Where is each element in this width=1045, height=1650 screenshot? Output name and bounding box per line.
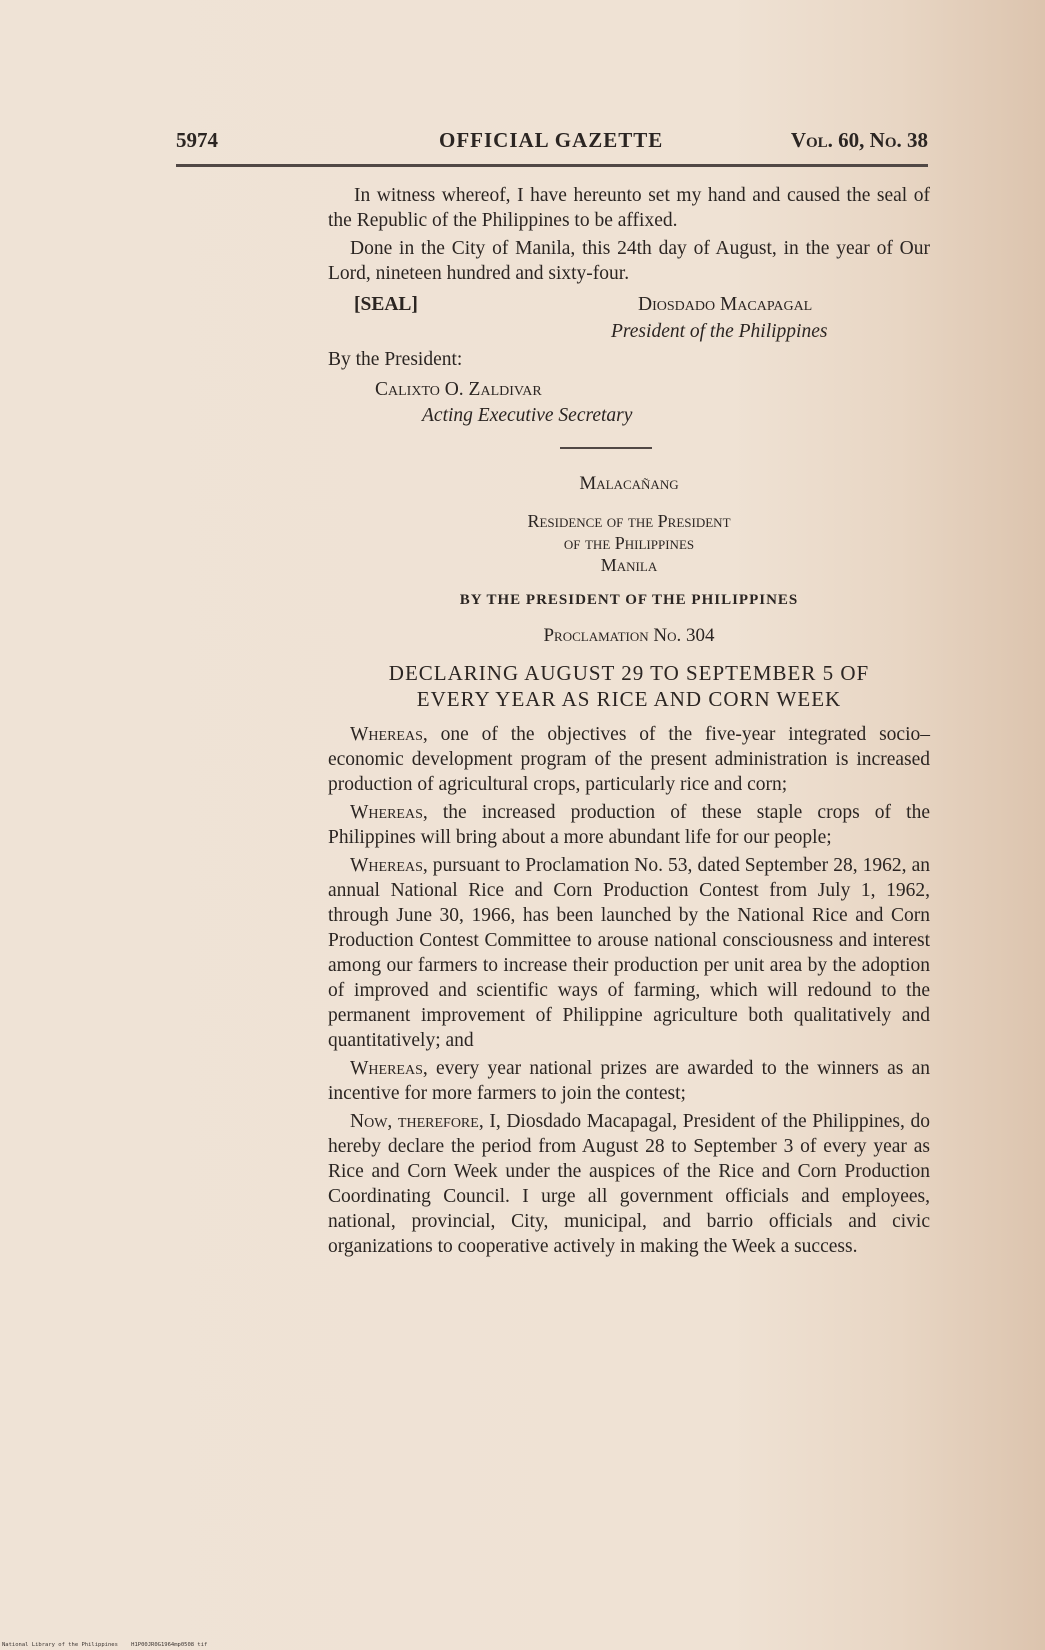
issuer-line: BY THE PRESIDENT OF THE PHILIPPINES	[459, 592, 799, 608]
header-rule	[176, 164, 928, 167]
conclusion-clause	[328, 1109, 930, 1259]
by-the-president: By the President:	[328, 349, 463, 370]
page-number: 5974	[176, 128, 218, 152]
heading-line: DECLARING AUGUST 29 TO SEPTEMBER 5 OF	[388, 661, 870, 685]
secretary-title: Acting Executive Secretary	[422, 405, 633, 426]
seal-mark: [SEAL]	[354, 294, 418, 315]
whereas-clause	[328, 1056, 930, 1106]
signature-row	[328, 292, 930, 319]
residence-line: Residence of the President	[527, 511, 731, 531]
page-header	[176, 128, 928, 158]
residence-block	[328, 510, 930, 576]
whereas-clause	[328, 853, 930, 1053]
whereas-word: Whereas	[350, 1058, 423, 1079]
clause-text: , I, Diosdado Macapagal, President of the Philippines, do hereby declare the period from August 28 to September 3 of every year as Rice and Corn Week under the auspices of the Rice and Corn Production Coordinating Council. I urge all government officials and employees, national, provincial, City, municipal, and barrio officials and civic organizations to cooperative actively in making the Week a success.	[328, 1111, 931, 1257]
residence-line: Manila	[600, 555, 658, 575]
whereas-clause	[328, 800, 930, 850]
signer-name: Diosdado Macapagal	[638, 294, 813, 315]
clause-text: , one of the objectives of the five-year integrated socio–economic development program of the present administration is increased production of agricultural crops, particularly rice and corn;	[328, 724, 930, 795]
volume-number: Vol. 60, No. 38	[790, 128, 928, 152]
witness-paragraph: In witness whereof, I have hereunto set my hand and caused the seal of the Republic of the Philippines to be affixed.	[328, 185, 930, 231]
clause-text: , every year national prizes are awarded to the winners as an incentive for more farmers to join the contest;	[328, 1058, 930, 1104]
whereas-word: Whereas	[350, 855, 423, 876]
publication-title: OFFICIAL GAZETTE	[439, 128, 664, 152]
text-column	[328, 183, 930, 1262]
residence-line: of the Philippines	[563, 533, 695, 553]
secretary-name: Calixto O. Zaldivar	[375, 379, 542, 400]
now-word: Now	[350, 1111, 388, 1132]
file-name: H1P00JR0G1964mp0508 tif	[131, 1642, 208, 1648]
scan-footer	[2, 1642, 207, 1648]
library-name: National Library of the Philippines	[2, 1642, 118, 1648]
clause-text: , pursuant to Proclamation No. 53, dated September 28, 1962, an annual National Rice and Corn Production Contest from July 1, 1962, through June 30, 1966, has been launched by the National Rice and Corn Production Contest Committee to arouse national consciousness and interest among our farmers to increase their production per unit area by the adoption of improved and scientific ways of farming, which will redound to the permanent improvement of Philippine agriculture both qualitatively and quantitatively; and	[328, 855, 930, 1051]
section-divider	[560, 447, 652, 449]
therefore-word: , therefore	[387, 1111, 479, 1132]
office-name: Malacañang	[579, 473, 679, 494]
clause-text: , the increased production of these staple crops of the Philippines will bring about a more abundant life for our people;	[328, 802, 930, 848]
whereas-word: Whereas	[350, 724, 423, 745]
done-paragraph: Done in the City of Manila, this 24th day of August, in the year of Our Lord, nineteen hundred and sixty-four.	[328, 238, 930, 284]
proclamation-number: Proclamation No. 304	[543, 625, 715, 646]
whereas-clause	[328, 722, 930, 797]
whereas-word: Whereas	[350, 802, 423, 823]
heading-line: EVERY YEAR AS RICE AND CORN WEEK	[416, 687, 842, 711]
signer-title: President of the Philippines	[611, 321, 828, 342]
proclamation-heading	[328, 660, 930, 712]
